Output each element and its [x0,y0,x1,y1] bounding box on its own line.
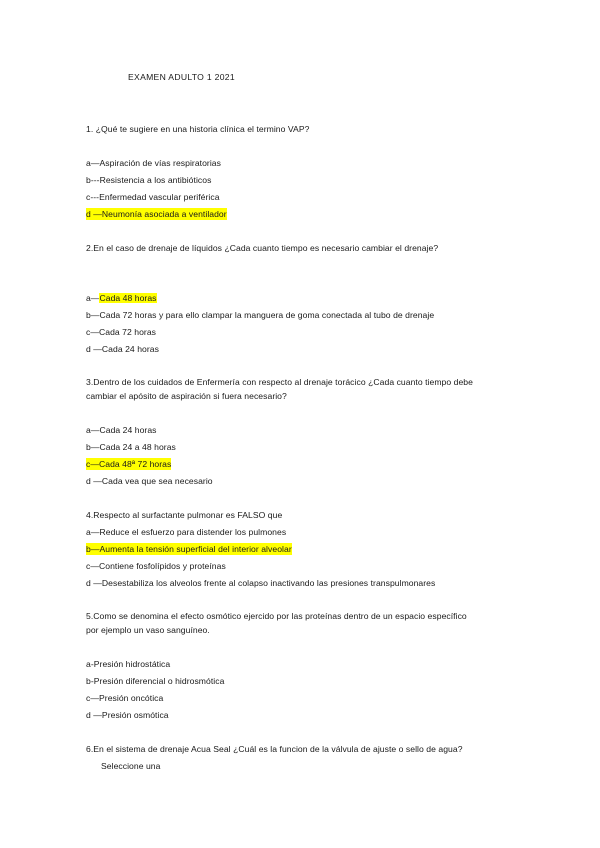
question-5-option-d [86,709,169,721]
question-3-option-b [86,441,176,453]
option-prefix: d — [86,710,102,720]
question-4-option-d [86,577,435,589]
option-text: Aumenta la tensión superficial del interior alveolar [99,544,292,554]
option-prefix: c— [86,561,99,571]
option-text: Cada 72 horas [99,327,157,337]
question-5-option-b [86,675,224,687]
question-2-option-d [86,343,159,355]
document-title: EXAMEN ADULTO 1 2021 [128,72,235,82]
option-text: Aspiración de vías respiratorias [99,158,221,168]
option-text: Presión osmótica [101,710,169,720]
option-prefix: b- [86,676,94,686]
option-prefix: c— [86,327,99,337]
question-4-text: 4.Respecto al surfactante pulmonar es FALSO que [86,510,283,520]
question-2-option-a [86,292,157,304]
option-text: Presión hidrostática [93,659,171,669]
question-5-option-c [86,692,163,704]
option-prefix: a— [86,293,100,303]
option-prefix: b— [86,442,100,452]
question-5-text-line1: 5.Como se denomina el efecto osmótico ejercido por las proteínas dentro de un espacio específico [86,611,467,621]
option-text: Resistencia a los antibióticos [99,175,212,185]
option-text: Neumonía asociada a ventilador [101,209,227,219]
option-prefix: c— [86,693,99,703]
option-text: Presión oncótica [99,693,164,703]
option-text: Cada 24 a 48 horas [99,442,176,452]
question-6-instruction: Seleccione una [101,761,161,771]
option-prefix: b--- [86,175,100,185]
option-prefix: d — [86,476,102,486]
question-4-option-a [86,526,286,538]
option-prefix: a— [86,527,100,537]
question-2-option-c [86,326,156,338]
question-3-option-a [86,424,157,436]
option-text: Presión diferencial o hidrosmótica [93,676,225,686]
option-prefix: d — [86,578,102,588]
option-prefix: a- [86,659,94,669]
question-4-option-b-highlighted [86,543,292,555]
option-text: Cada 72 horas y para ello clampar la manguera de goma conectada al tubo de drenaje [99,310,435,320]
option-text: Cada 24 horas [101,344,159,354]
option-text: Cada vea que sea necesario [101,476,213,486]
question-1-option-d-highlighted [86,208,227,220]
option-text: Cada 24 horas [99,425,157,435]
option-text: Desestabiliza los alveolos frente al colapso inactivando las presiones transpulmonares [101,578,436,588]
question-3-text-line2: cambiar el apósito de aspiración si fuera necesario? [86,391,287,401]
question-3-option-c-highlighted [86,458,171,470]
option-prefix: c— [86,459,99,469]
option-prefix: a— [86,425,100,435]
question-4-option-c [86,560,226,572]
option-prefix: d — [86,209,102,219]
option-prefix: a— [86,158,100,168]
option-prefix: b— [86,544,100,554]
question-2-text: 2.En el caso de drenaje de líquidos ¿Cada cuanto tiempo es necesario cambiar el drenaje? [86,243,439,253]
question-1-option-a [86,157,221,169]
question-5-option-a [86,658,170,670]
question-3-option-d [86,475,213,487]
question-5-text-line2: por ejemplo un vaso sanguíneo. [86,625,210,635]
question-3-text-line1: 3.Dentro de los cuidados de Enfermería con respecto al drenaje torácico ¿Cada cuanto tiempo debe [86,377,473,387]
question-6-text: 6.En el sistema de drenaje Acua Seal ¿Cuál es la funcion de la válvula de ajuste o sello de agua? [86,744,463,754]
option-prefix: d — [86,344,102,354]
question-2-option-b [86,309,434,321]
option-text: Cada 48ª 72 horas [99,459,172,469]
option-text-highlighted: Cada 48 horas [99,293,157,303]
option-text: Reduce el esfuerzo para distender los pulmones [99,527,287,537]
option-text: Contiene fosfolípidos y proteínas [99,561,226,571]
question-1-option-c [86,191,220,203]
question-1-option-b [86,174,211,186]
option-text: Enfermedad vascular periférica [99,192,220,202]
question-1-text: 1. ¿Qué te sugiere en una historia clínica el termino VAP? [86,124,310,134]
option-prefix: c--- [86,192,100,202]
option-prefix: b— [86,310,100,320]
